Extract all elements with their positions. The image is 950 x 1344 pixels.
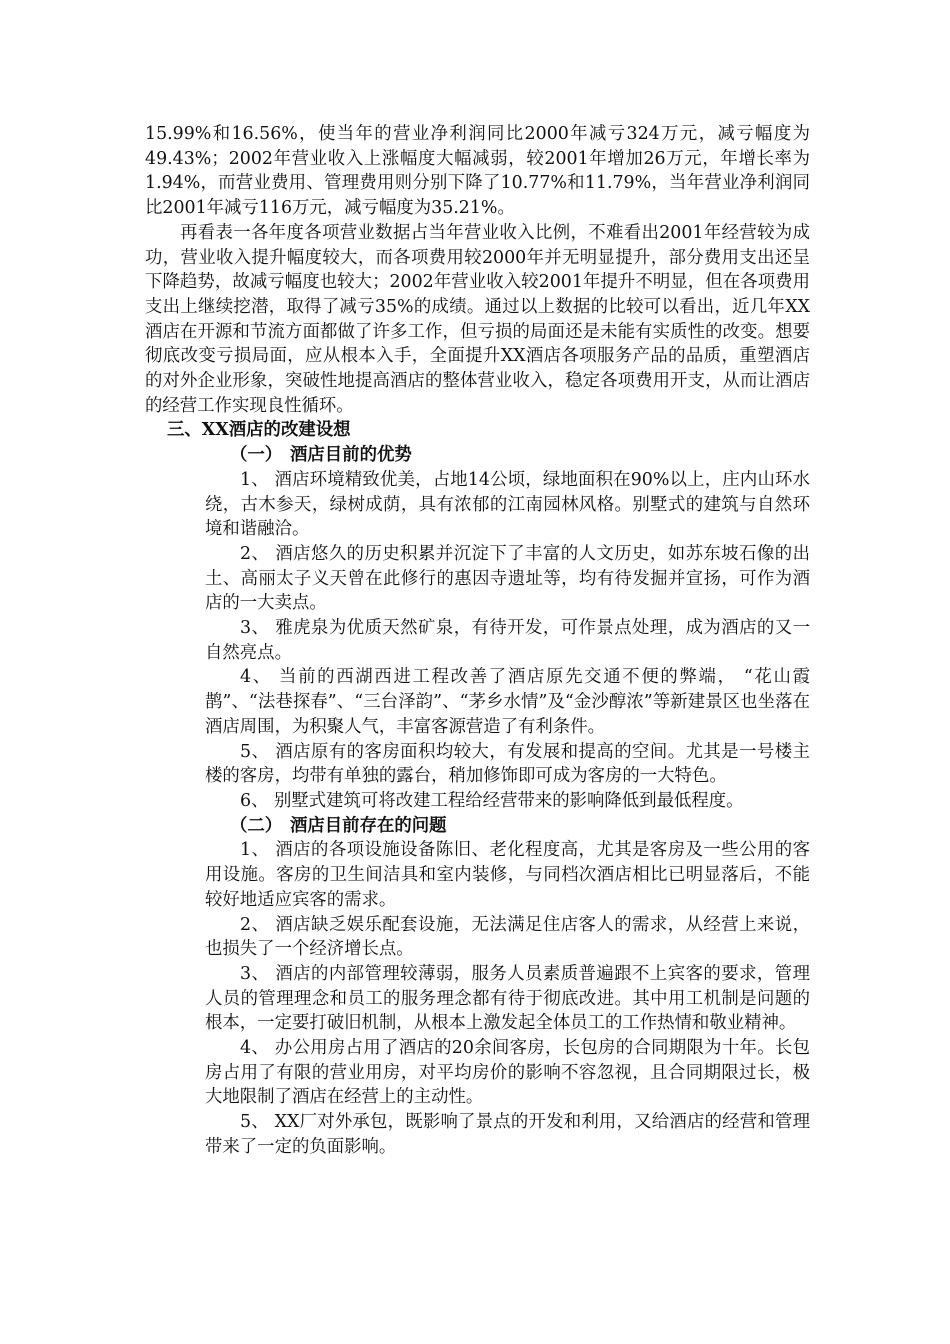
paragraph-profit-comparison: 15.99%和16.56%，使当年的营业净利润同比2000年减亏324万元，减亏幅度为49.43%；2002年营业收入上涨幅度大幅减弱，较2001年增加26万元，年增长率为1.94%，而营业费用、管理费用则分别下降了10.77%和11.79%，当年营业净利润同比2001年减亏116万元，减亏幅度为35.21%。 bbox=[145, 124, 810, 219]
list-item-problem: 3、 酒店的内部管理较薄弱，服务人员素质普遍跟不上宾客的要求，管理人员的管理理念和员工的服务理念都有待于彻底改进。其中用工机制是问题的根本，一定要打破旧机制，从根本上激发起全体员工的工作热情和敬业精神。 bbox=[205, 963, 810, 1034]
list-item-advantage: 6、 别墅式建筑可将改建工程给经营带来的影响降低到最低程度。 bbox=[240, 790, 744, 811]
list-item-problem: 5、 XX厂对外承包，既影响了景点的开发和利用，又给酒店的经营和管理带来了一定的负面影响。 bbox=[205, 1112, 810, 1157]
subsection-title: 酒店目前存在的问题 bbox=[290, 815, 447, 836]
list-item-advantage: 5、 酒店原有的客房面积均较大，有发展和提高的空间。尤其是一号楼主楼的客房，均带有单独的露台，稍加修饰即可成为客房的一大特色。 bbox=[205, 741, 810, 787]
subsection-title: 酒店目前的优势 bbox=[290, 445, 412, 466]
section-heading-renovation: 三、XX酒店的改建设想 bbox=[167, 420, 351, 441]
list-item-advantage: 3、 雅虎泉为优质天然矿泉，有待开发，可作景点处理，成为酒店的又一自然亮点。 bbox=[205, 618, 810, 663]
list-item-advantage: 1、 酒店环境精致优美，占地14公顷，绿地面积在90%以上，庄内山环水绕，古木参天，绿树成荫，具有浓郁的江南园林风格。别墅式的建筑与自然环境和谐融洽。 bbox=[205, 469, 810, 540]
list-item-problem: 2、 酒店缺乏娱乐配套设施，无法满足住店客人的需求，从经营上来说，也损失了一个经济增长点。 bbox=[205, 914, 810, 960]
list-item-advantage: 2、 酒店悠久的历史积累并沉淀下了丰富的人文历史，如苏东坡石像的出土、高丽太子义天曾在此修行的惠因寺遗址等，均有待发掘并宣扬，可作为酒店的一大卖点。 bbox=[205, 543, 810, 614]
subsection-number: （一） bbox=[230, 445, 283, 466]
subsection-heading-advantages bbox=[145, 443, 810, 468]
list-item-problem: 4、 办公用房占用了酒店的20余间客房，长包房的合同期限为十年。长包房占用了有限的营业用房，对平均房价的影响不容忽视，且合同期限过长，极大地限制了酒店在经营上的主动性。 bbox=[205, 1038, 810, 1108]
subsection-number: （二） bbox=[230, 815, 283, 836]
document-page bbox=[145, 122, 810, 1160]
paragraph-ratio-analysis: 再看表一各年度各项营业数据占当年营业收入比例，不难看出2001年经营较为成功，营业收入提升幅度较大，而各项费用较2000年并无明显提升，部分费用支出还呈下降趋势，故减亏幅度也较大；2002年营业收入较2001年提升不明显，但在各项费用支出上继续挖潜，取得了减亏35%的成绩。通过以上数据的比较可以看出，近几年XX酒店在开源和节流方面都做了许多工作，但亏损的局面还是未能有实质性的改变。想要彻底改变亏损局面，应从根本入手，全面提升XX酒店各项服务产品的品质，重塑酒店的对外企业形象，突破性地提高酒店的整体营业收入，稳定各项费用开支，从而让酒店的经营工作实现良性循环。 bbox=[145, 222, 810, 416]
list-item-advantage: 4、 当前的西湖西进工程改善了酒店原先交通不便的弊端， “花山霞鹊”、“法巷探春”、“三台泽韵”、“茅乡水情”及“金沙醇浓”等新建景区也坐落在酒店周围，为积聚人气，丰富客源营造了有利条件。 bbox=[205, 667, 810, 737]
subsection-heading-problems bbox=[145, 814, 810, 839]
list-item-problem: 1、 酒店的各项设施设备陈旧、老化程度高，尤其是客房及一些公用的客用设施。客房的卫生间洁具和室内装修，与同档次酒店相比已明显落后，不能较好地适应宾客的需求。 bbox=[205, 840, 810, 910]
